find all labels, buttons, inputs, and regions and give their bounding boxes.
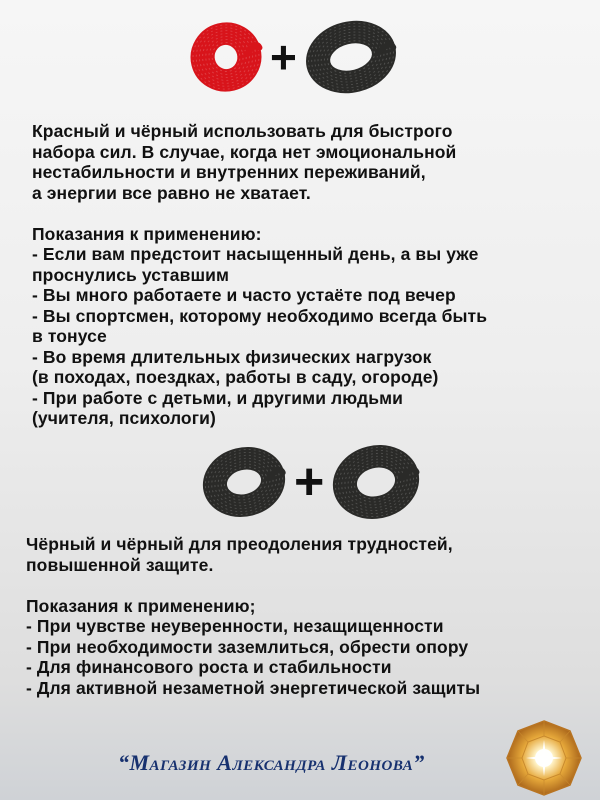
description-line: набора сил. В случае, когда нет эмоциональной (32, 141, 457, 162)
description-line: повышенной защите. (26, 554, 214, 575)
indication-line: - Если вам предстоит насыщенный день, а вы уже (32, 244, 479, 264)
store-name: “Магазин Александра Леонова” (118, 750, 425, 775)
black-cord-coil-icon (303, 20, 399, 94)
combo-black-black (200, 444, 422, 520)
indication-line: - При чувстве неуверенности, незащищенности (26, 616, 444, 636)
indication-line: - Во время длительных физических нагрузок (32, 346, 432, 367)
indication-line: (в походах, поездках, работы в саду, огороде) (32, 367, 439, 387)
indications-title: Показания к применению: (32, 223, 262, 244)
combo-red-black (188, 20, 399, 94)
black-cord-coil-icon (200, 446, 288, 518)
indications-title: Показания к применению; (26, 595, 256, 616)
indication-line: проснулись уставшим (32, 264, 230, 285)
black-cord-coil-icon (330, 444, 422, 520)
indication-line: (учителя, психологи) (32, 408, 216, 428)
indication-line: в тонусе (32, 326, 107, 346)
description-line: нестабильности и внутренних переживаний, (32, 162, 426, 182)
plus-sign: + (270, 31, 297, 83)
plus-sign: + (294, 453, 325, 511)
red-cord-coil-icon (188, 21, 264, 93)
description-block-black-black (26, 534, 566, 698)
description-line: а энергии все равно не хватает. (32, 182, 311, 203)
description-line: Красный и чёрный использовать для быстрого (32, 121, 453, 141)
indication-line: - Вы спортсмен, которому необходимо всегда быть (32, 305, 488, 326)
indication-line: - Вы много работаете и часто устаёте под вечер (32, 285, 456, 305)
description-line: Чёрный и чёрный для преодоления трудностей, (26, 534, 453, 554)
indication-line: - При работе с детьми, и другими людьми (32, 387, 404, 408)
indication-line: - При необходимости заземлиться, обрести опору (26, 636, 469, 657)
indication-line: - Для финансового роста и стабильности (26, 657, 392, 677)
golden-gem-icon (504, 718, 584, 798)
description-block-red-black (32, 121, 572, 429)
indication-line: - Для активной незаметной энергетической защиты (26, 677, 481, 698)
